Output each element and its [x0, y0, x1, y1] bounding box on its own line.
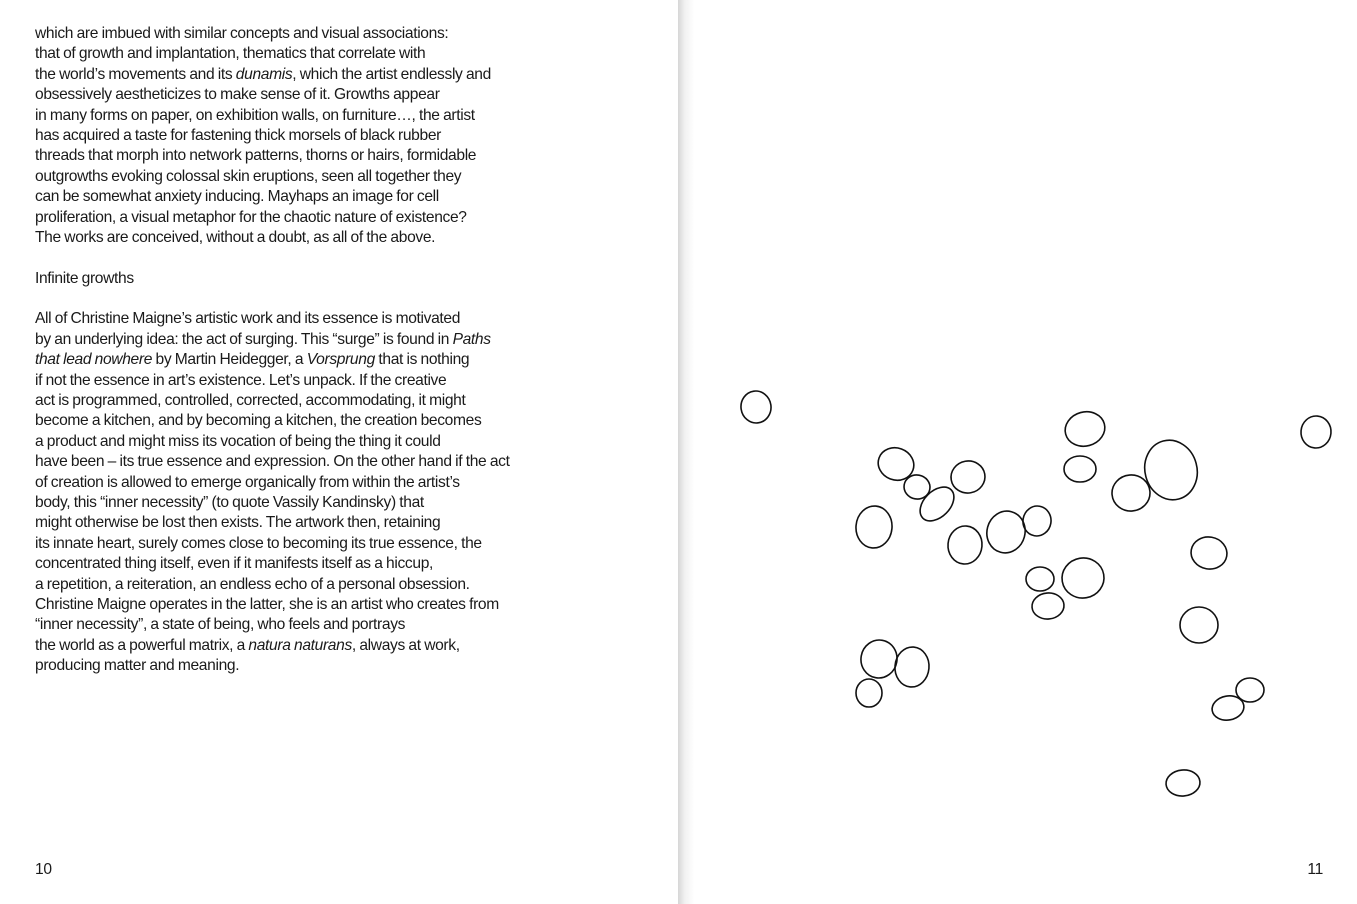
- text-line: [35, 513, 595, 533]
- text-line: [35, 615, 595, 635]
- sketch-circle: [739, 389, 773, 425]
- sketch-circle: [1061, 407, 1108, 450]
- page-number-right: 11: [1307, 861, 1323, 878]
- text-line: [35, 656, 595, 676]
- text-run: a repetition, a reiteration, an endless echo of a personal obsession.: [35, 575, 470, 593]
- text-run: Christine Maigne operates in the latter, she is an artist who creates from: [35, 595, 499, 613]
- text-run: the world’s movements and its: [35, 65, 236, 83]
- paragraph-spacer: [35, 289, 595, 309]
- text-line: [35, 350, 595, 370]
- text-run: by an underlying idea: the act of surging. This “surge” is found in: [35, 330, 453, 348]
- text-run: producing matter and meaning.: [35, 657, 240, 675]
- sketch-circle: [946, 525, 983, 566]
- text-run: All of Christine Maigne’s artistic work and its essence is motivated: [35, 310, 461, 328]
- text-run: have been – its true essence and expression. On the other hand if the act: [35, 453, 510, 471]
- sketch-circle: [856, 679, 882, 707]
- text-line: [35, 330, 595, 350]
- sketch-circle: [893, 646, 930, 689]
- paragraph-1: [35, 24, 595, 248]
- sketch-circle: [914, 481, 961, 528]
- left-page: [0, 0, 678, 904]
- text-run: of creation is allowed to emerge organically from within the artist’s: [35, 473, 460, 491]
- text-line: [35, 85, 595, 105]
- text-line: [35, 167, 595, 187]
- text-run: has acquired a taste for fastening thick morsels of black rubber: [35, 126, 441, 144]
- sketch-circle: [1064, 456, 1096, 482]
- text-run: by Martin Heidegger, a: [152, 351, 307, 369]
- sketch-circle: [948, 458, 987, 495]
- text-line: [35, 126, 595, 146]
- text-run: that is nothing: [374, 351, 470, 369]
- text-run: obsessively aestheticizes to make sense of it. Growths appear: [35, 86, 440, 104]
- text-run: , always at work,: [351, 636, 460, 654]
- text-line: [35, 146, 595, 166]
- text-line: [35, 636, 595, 656]
- section-heading: Infinite growths: [35, 269, 134, 287]
- text-run: can be somewhat anxiety inducing. Mayhaps an image for cell: [35, 188, 439, 206]
- text-run: “inner necessity”, a state of being, who feels and portrays: [35, 616, 406, 634]
- text-run: which are imbued with similar concepts and visual associations:: [35, 25, 449, 42]
- sketch-circle: [1180, 607, 1218, 643]
- text-line: [35, 309, 595, 329]
- text-line: [35, 106, 595, 126]
- text-run: the world as a powerful matrix, a: [35, 636, 249, 654]
- text-run: proliferation, a visual metaphor for the chaotic nature of existence?: [35, 208, 467, 226]
- sketch-circle: [1300, 415, 1333, 449]
- text-run: The works are conceived, without a doubt, as all of the above.: [35, 228, 436, 246]
- text-run: if not the essence in art’s existence. Let’s unpack. If the creative: [35, 371, 447, 389]
- text-line: [35, 473, 595, 493]
- sketch-circle: [1165, 769, 1201, 798]
- text-line: [35, 208, 595, 228]
- sketch-circle: [1031, 592, 1065, 621]
- text-line: [35, 65, 595, 85]
- text-line: [35, 493, 595, 513]
- italic-text: Vorsprung: [306, 351, 375, 369]
- text-line: [35, 575, 595, 595]
- sketch-circle: [874, 443, 919, 485]
- sketch-circle: [858, 637, 900, 681]
- text-line: [35, 228, 595, 248]
- sketch-circle: [982, 507, 1030, 557]
- text-run: that of growth and implantation, thematics that correlate with: [35, 45, 426, 63]
- text-run: body, this “inner necessity” (to quote Vassily Kandinsky) that: [35, 493, 424, 511]
- sketch-circle: [1188, 534, 1229, 572]
- text-line: [35, 432, 595, 452]
- text-run: a product and might miss its vocation of being the thing it could: [35, 432, 441, 450]
- text-run: might otherwise be lost then exists. The artwork then, retaining: [35, 514, 441, 532]
- paragraph-spacer: [35, 248, 595, 268]
- text-line: [35, 371, 595, 391]
- text-run: threads that morph into network patterns, thorns or hairs, formidable: [35, 147, 477, 165]
- text-run: concentrated thing itself, even if it manifests itself as a hiccup,: [35, 555, 433, 573]
- page-number-left: 10: [35, 861, 52, 878]
- text-line: [35, 187, 595, 207]
- text-line: [35, 24, 595, 44]
- italic-text: dunamis: [235, 65, 293, 83]
- text-line: [35, 411, 595, 431]
- text-run: become a kitchen, and by becoming a kitchen, the creation becomes: [35, 412, 482, 430]
- text-run: its innate heart, surely comes close to becoming its true essence, the: [35, 534, 482, 552]
- sketch-circle: [1026, 567, 1054, 591]
- text-run: in many forms on paper, on exhibition walls, on furniture…, the artist: [35, 106, 475, 124]
- sketch-circle: [1111, 473, 1152, 512]
- text-line: [35, 534, 595, 554]
- right-page: [678, 0, 1357, 904]
- text-line: [35, 452, 595, 472]
- hand-drawn-circles-sketch-icon: [678, 0, 1357, 904]
- text-run: act is programmed, controlled, corrected, accommodating, it might: [35, 392, 466, 410]
- sketch-circle: [1059, 555, 1107, 602]
- body-text: [35, 24, 595, 677]
- text-run: outgrowths evoking colossal skin eruptions, seen all together they: [35, 167, 462, 185]
- text-line: [35, 554, 595, 574]
- paragraph-2: [35, 309, 595, 676]
- text-line: [35, 44, 595, 64]
- italic-text: Paths: [452, 330, 491, 348]
- text-run: , which the artist endlessly and: [292, 65, 491, 83]
- italic-text: that lead nowhere: [35, 351, 153, 369]
- sketch-circle: [854, 505, 894, 550]
- text-line: [35, 595, 595, 615]
- italic-text: natura naturans: [248, 636, 352, 654]
- sketch-circle: [1138, 434, 1204, 505]
- text-line: [35, 391, 595, 411]
